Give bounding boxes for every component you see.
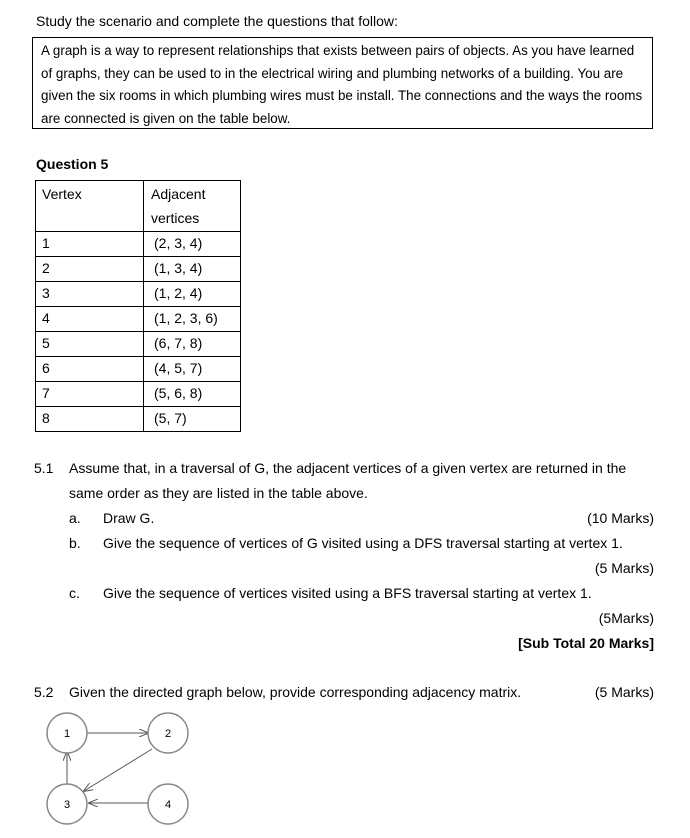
adjacent-cell: (2, 3, 4) — [144, 232, 241, 257]
adjacent-cell: (1, 3, 4) — [144, 257, 241, 282]
q52-number: 5.2 — [34, 684, 54, 700]
q51b-letter: b. — [69, 535, 81, 551]
edge-2-3 — [84, 749, 152, 791]
q51c-text: Give the sequence of vertices visited using a BFS traversal starting at vertex 1. — [103, 585, 592, 601]
graph-node-4 — [148, 784, 188, 824]
vertex-cell: 4 — [36, 307, 144, 332]
question-title: Question 5 — [36, 156, 109, 172]
header-vertex: Vertex — [36, 181, 144, 232]
table-row — [36, 232, 241, 257]
scenario-box: A graph is a way to represent relationships that exists between pairs of objects. As you have learned of graphs, they can be used to in the electrical wiring and plumbing networks of a building. You are given the six rooms in which plumbing wires must be install. The connections and the ways the rooms are connected is given on the table below. — [32, 37, 653, 129]
directed-graph — [40, 710, 200, 835]
q51a-letter: a. — [69, 510, 81, 526]
node-label: 2 — [164, 728, 172, 740]
table-row — [36, 407, 241, 432]
adjacent-cell: (1, 2, 4) — [144, 282, 241, 307]
table-row — [36, 357, 241, 382]
table-row — [36, 257, 241, 282]
node-label: 4 — [164, 799, 172, 811]
adjacent-cell: (6, 7, 8) — [144, 332, 241, 357]
q52-text: Given the directed graph below, provide corresponding adjacency matrix. — [69, 684, 522, 700]
adjacent-cell: (5, 7) — [144, 407, 241, 432]
intro-text: Study the scenario and complete the questions that follow: — [36, 13, 398, 29]
vertex-cell: 7 — [36, 382, 144, 407]
q51c-marks: (5Marks) — [598, 610, 654, 626]
node-label: 1 — [63, 728, 71, 740]
q51a-marks: (10 Marks) — [587, 510, 654, 526]
vertex-table — [35, 180, 241, 432]
q51-line2: same order as they are listed in the table above. — [69, 485, 368, 501]
table-header-row — [36, 181, 241, 232]
header-adjacent: Adjacent vertices — [144, 181, 241, 232]
table-row — [36, 332, 241, 357]
adjacent-cell: (1, 2, 3, 6) — [144, 307, 241, 332]
vertex-cell: 1 — [36, 232, 144, 257]
graph-node-3 — [47, 784, 87, 824]
q51c-letter: c. — [69, 585, 80, 601]
node-label: 3 — [63, 799, 71, 811]
graph-node-1 — [47, 713, 87, 753]
vertex-cell: 6 — [36, 357, 144, 382]
q51-number: 5.1 — [34, 460, 54, 476]
q52-marks: (5 Marks) — [594, 684, 654, 700]
graph-node-2 — [148, 713, 188, 753]
adjacent-cell: (4, 5, 7) — [144, 357, 241, 382]
q51b-marks: (5 Marks) — [594, 560, 654, 576]
table-row — [36, 382, 241, 407]
table-row — [36, 307, 241, 332]
vertex-cell: 5 — [36, 332, 144, 357]
vertex-cell: 8 — [36, 407, 144, 432]
subtotal: [Sub Total 20 Marks] — [518, 635, 654, 651]
table-row — [36, 282, 241, 307]
q51b-text: Give the sequence of vertices of G visited using a DFS traversal starting at vertex 1. — [103, 535, 623, 551]
q51-line1: Assume that, in a traversal of G, the adjacent vertices of a given vertex are returned in the — [69, 460, 627, 476]
vertex-cell: 3 — [36, 282, 144, 307]
adjacent-cell: (5, 6, 8) — [144, 382, 241, 407]
vertex-cell: 2 — [36, 257, 144, 282]
q51a-text: Draw G. — [103, 510, 155, 526]
